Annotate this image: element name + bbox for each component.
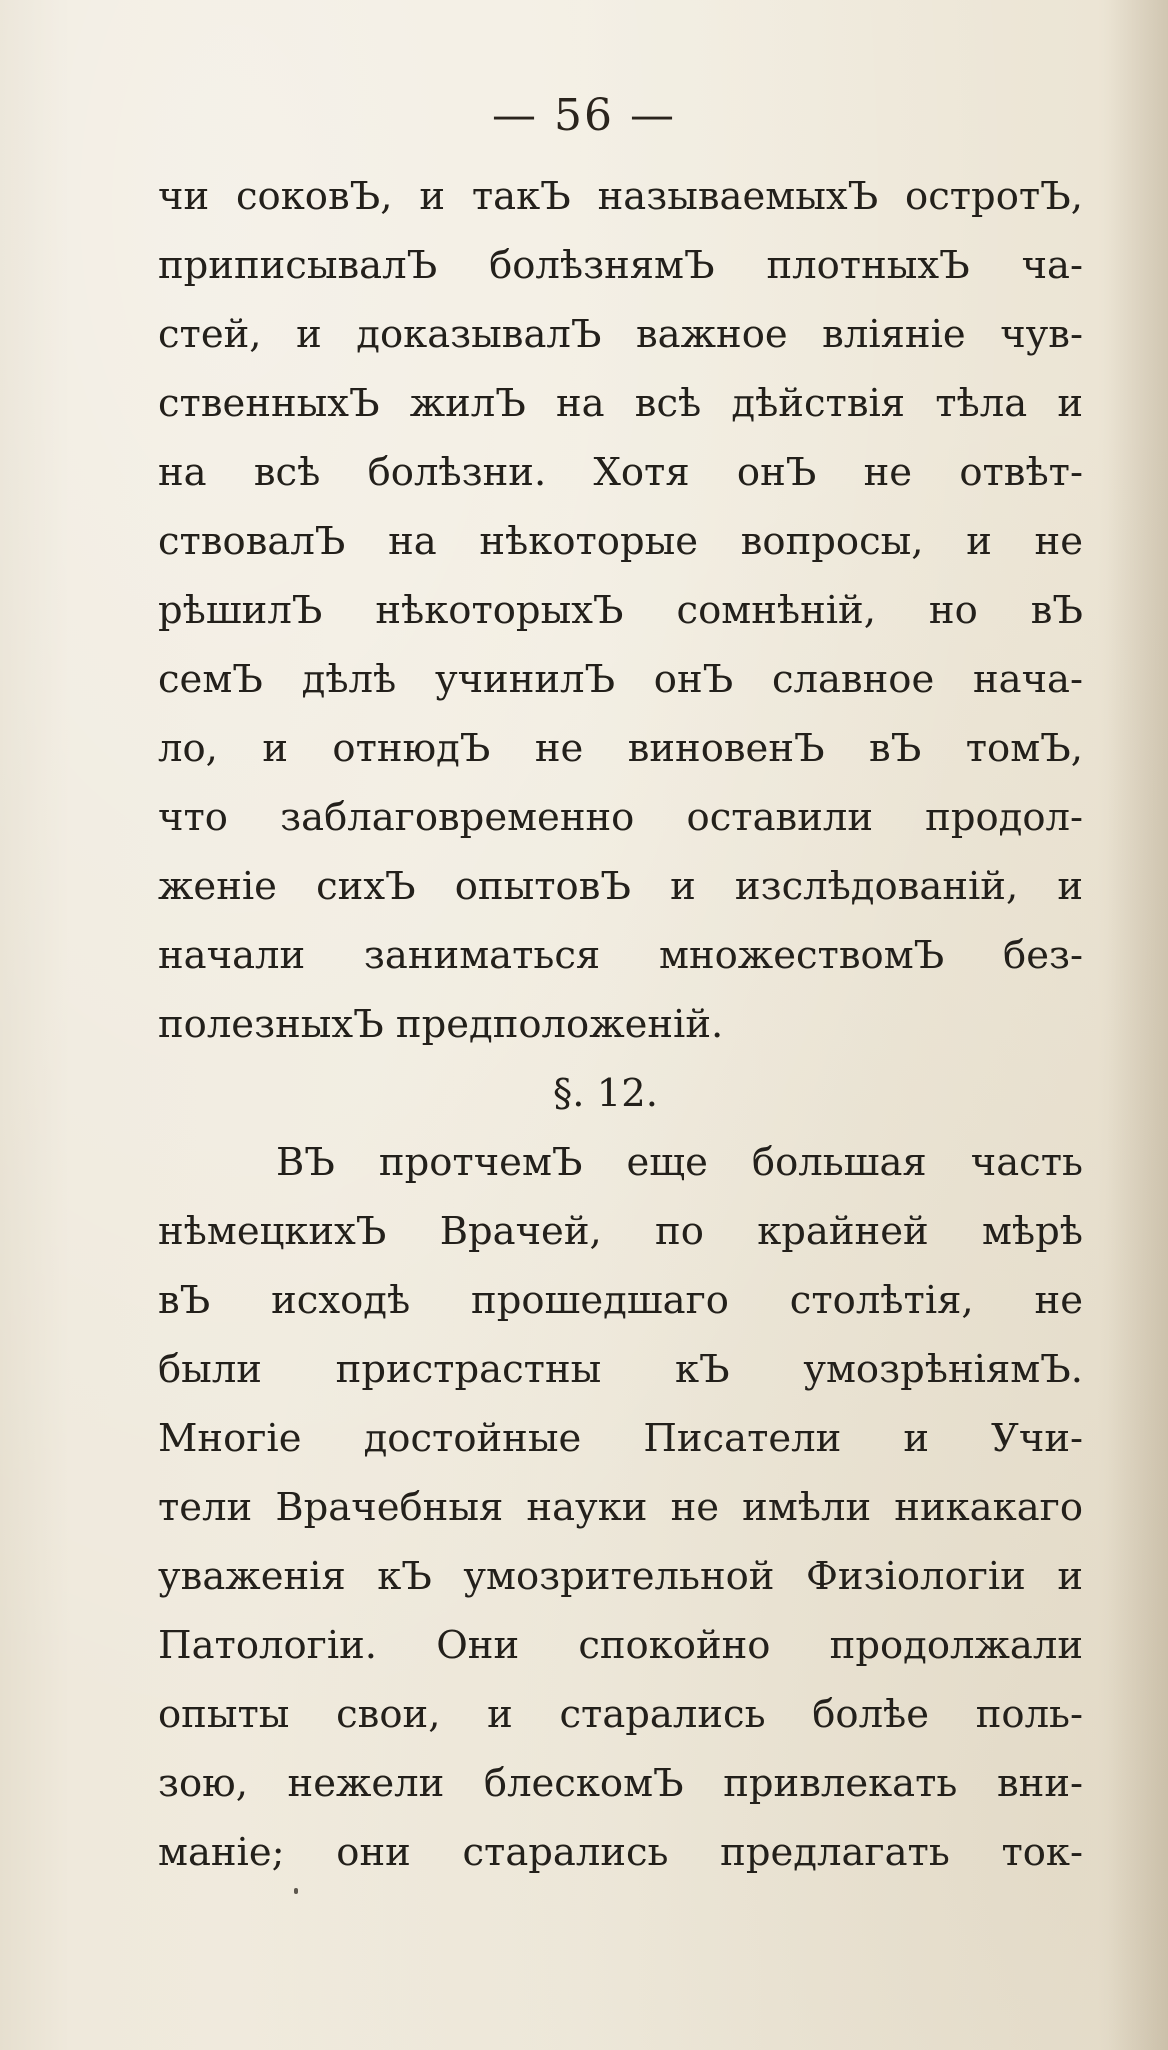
text-line: начали заниматься множествомЪ без- <box>158 933 1083 978</box>
text-line: нѣмецкихЪ Врачей, по крайней мѣрѣ <box>158 1209 1083 1254</box>
page-number: — 56 — <box>492 90 676 141</box>
text-line: маніе; они старались предлагать ток- <box>158 1830 1083 1875</box>
text-line: опыты свои, и старались болѣе поль- <box>158 1692 1083 1737</box>
text-line: ВЪ протчемЪ еще большая часть <box>276 1140 1083 1185</box>
text-line: тели Врачебныя науки не имѣли никакаго <box>158 1485 1083 1530</box>
text-line: Многіе достойные Писатели и Учи- <box>158 1416 1083 1461</box>
text-line: рѣшилЪ нѣкоторыхЪ сомнѣній, но вЪ <box>158 588 1083 633</box>
text-line: ственныхЪ жилЪ на всѣ дѣйствія тѣла и <box>158 381 1083 426</box>
text-line: женіе сихЪ опытовЪ и изслѣдованій, и <box>158 864 1083 909</box>
text-line: семЪ дѣлѣ учинилЪ онЪ славное нача- <box>158 657 1083 702</box>
text-line: стей, и доказывалЪ важное вліяніе чув- <box>158 312 1083 357</box>
text-line: ло, и отнюдЪ не виновенЪ вЪ томЪ, <box>158 726 1083 771</box>
text-line: вЪ исходѣ прошедшаго столѣтія, не <box>158 1278 1083 1323</box>
text-line: приписывалЪ болѣзнямЪ плотныхЪ ча- <box>158 243 1083 288</box>
text-line: ствовалЪ на нѣкоторые вопросы, и не <box>158 519 1083 564</box>
text-line: чи соковЪ, и такЪ называемыхЪ остротЪ, <box>158 174 1083 219</box>
section-heading: §. 12. <box>553 1071 658 1116</box>
text-line: уваженія кЪ умозрительной Физіологіи и <box>158 1554 1083 1599</box>
page-edge-shadow <box>1108 0 1168 2050</box>
ink-speck <box>294 1888 298 1894</box>
text-line: что заблаговременно оставили продол- <box>158 795 1083 840</box>
text-line: Патологіи. Они спокойно продолжали <box>158 1623 1083 1668</box>
text-line: полезныхЪ предположеній. <box>158 1002 724 1047</box>
text-line: зою, нежели блескомЪ привлекать вни- <box>158 1761 1083 1806</box>
text-line: были пристрастны кЪ умозрѣніямЪ. <box>158 1347 1083 1392</box>
text-line: на всѣ болѣзни. Хотя онЪ не отвѣт- <box>158 450 1083 495</box>
page-body-text <box>158 162 1083 1887</box>
